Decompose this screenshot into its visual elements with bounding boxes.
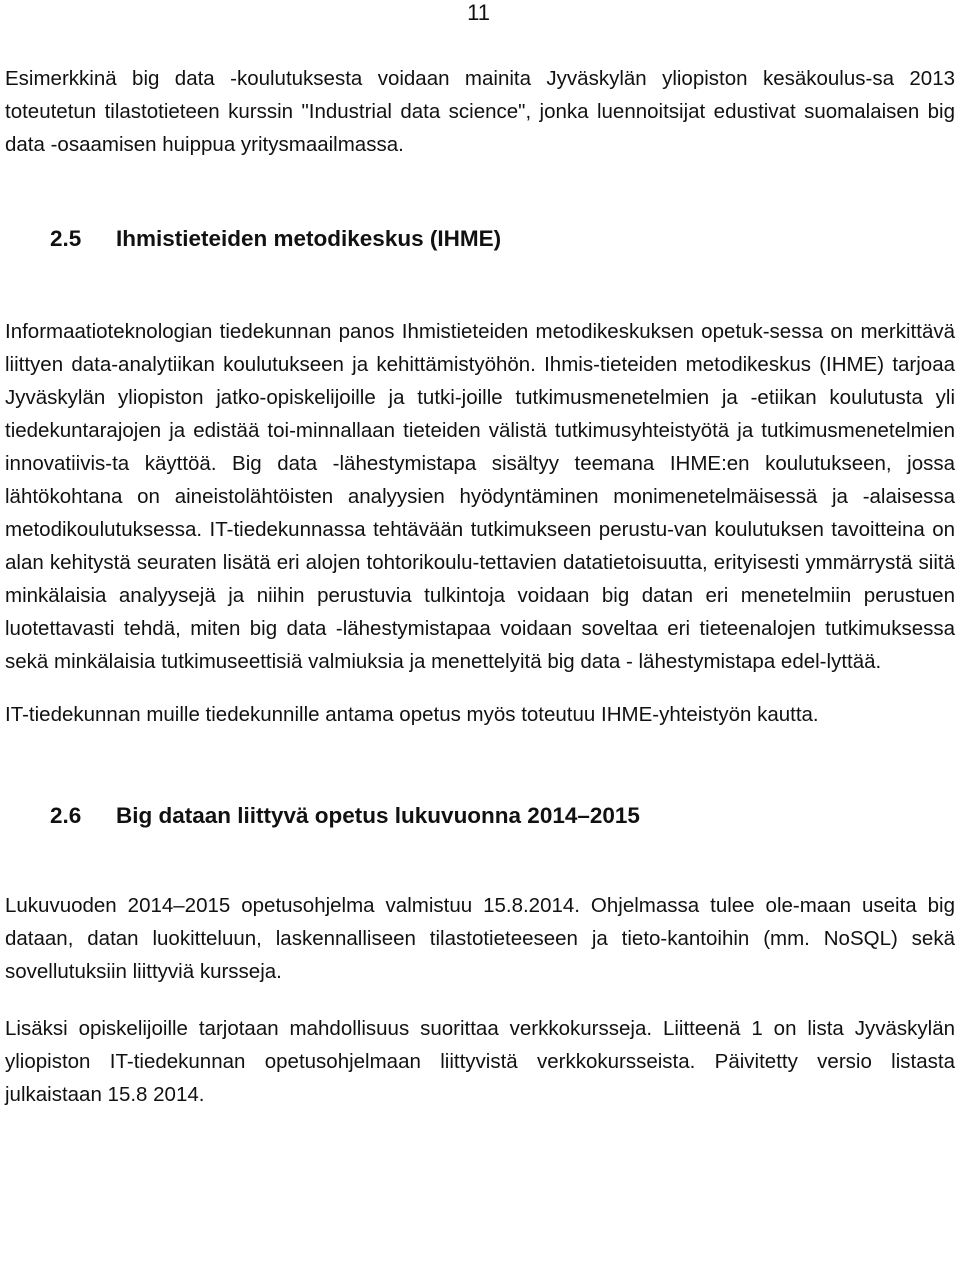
section-title: Ihmistieteiden metodikeskus (IHME) xyxy=(116,226,502,251)
page-number: 11 xyxy=(467,0,490,25)
section-number: 2.5 xyxy=(50,226,82,251)
section-title: Big dataan liittyvä opetus lukuvuonna 2014–2015 xyxy=(116,803,640,828)
section-number: 2.6 xyxy=(50,803,82,828)
paragraph-ihme-teaching: Informaatioteknologian tiedekunnan panos Ihmistieteiden metodikeskuksen opetuk-sessa on merkittävä liittyen data-analytiikan koulutukseen ja kehittämistyöhön. Ihmis-tieteiden metodikeskus (IHME) tarjoaa Jyväskylän yliopiston jatko-opiskelijoille ja tutki-joille tutkimusmenetelmien ja -etiikan koulutusta yli tiedekuntarajojen ja edistää toi-minnallaan tieteiden välistä tutkimusyhteistyötä ja tutkimusmenetelmien innovatiivis-ta käyttöä. Big data -lähestymistapa sisältyy teemana IHME:en koulutukseen, jossa lähtökohtana on aineistolähtöisten analyysien hyödyntäminen monimenetelmäisessä ja -alaisessa metodikoulutuksessa. IT-tiedekunnassa tehtävään tutkimukseen perustu-van koulutuksen tavoitteina on alan kehitystä seuraten lisätä eri alojen tohtorikoulu-tettavien datatietoisuutta, erityisesti ymmärrystä siitä minkälaisia analyysejä ja niihin perustuvia tulkintoja voidaan big datan eri menetelmiin perustuen luotettavasti tehdä, miten big data -lähestymistapaa voidaan soveltaa eri tieteenalojen tutkimuksessa sekä minkälaisia tutkimuseettisiä valmiuksia ja menettelyitä big data - lähestymistapa edel-lyttää. xyxy=(5,320,955,673)
section-heading-2-6 xyxy=(5,801,955,831)
paragraph-ihme-cooperation: IT-tiedekunnan muille tiedekunnille antama opetus myös toteutuu IHME-yhteistyön kautta. xyxy=(5,703,819,726)
paragraph-online-courses: Lisäksi opiskelijoille tarjotaan mahdollisuus suorittaa verkkokursseja. Liitteenä 1 on lista Jyväskylän yliopiston IT-tiedekunnan opetusohjelmaan liittyvistä verkkokursseista. Päivitetty versio listasta julkaistaan 15.8 2014. xyxy=(5,1017,955,1106)
section-heading-2-5 xyxy=(5,224,955,254)
document-body xyxy=(5,62,955,1111)
paragraph-curriculum-2014-2015: Lukuvuoden 2014–2015 opetusohjelma valmistuu 15.8.2014. Ohjelmassa tulee ole-maan useita big dataan, datan luokitteluun, laskennalliseen tilastotieteeseen ja tieto-kantoihin (mm. NoSQL) sekä sovellutuksiin liittyviä kursseja. xyxy=(5,894,955,983)
paragraph-big-data-summer-school: Esimerkkinä big data -koulutuksesta voidaan mainita Jyväskylän yliopiston kesäkoulus-sa 2013 toteutetun tilastotieteen kurssin "Industrial data science", jonka luennoitsijat edustivat suomalaisen big data -osaamisen huippua yritysmaailmassa. xyxy=(5,67,955,156)
